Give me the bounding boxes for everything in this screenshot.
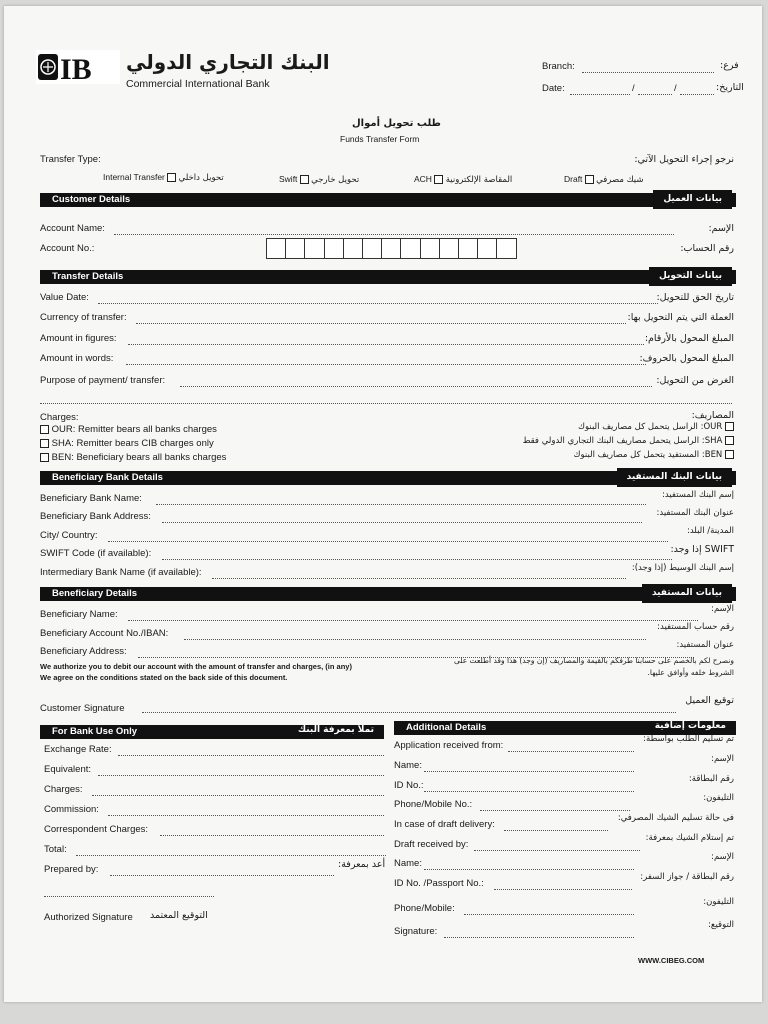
transfer-option-swift[interactable] <box>279 174 359 185</box>
option-label-ar: تحويل خارجي <box>311 175 360 185</box>
bank-use-field-input[interactable] <box>98 775 384 776</box>
additional-field-label: Signature: <box>394 926 438 937</box>
additional-field-input[interactable] <box>480 810 630 811</box>
bank-use-field-input[interactable] <box>110 875 334 876</box>
customer-signature-label: Customer Signature <box>40 703 125 714</box>
customer-details-header <box>40 193 736 207</box>
city-country-field[interactable] <box>108 541 668 542</box>
bank-use-field-input[interactable] <box>118 755 384 756</box>
branch-label-ar: فرع: <box>720 60 739 71</box>
bank-use-field-input[interactable] <box>108 815 384 816</box>
charges-option-label-ar: OUR: الراسل يتحمل كل مصاريف البنوك <box>578 422 723 432</box>
date-separator: / <box>674 83 677 94</box>
additional-field-input[interactable] <box>474 850 640 851</box>
currency-label: Currency of transfer: <box>40 312 127 323</box>
bank-use-field-input[interactable] <box>160 835 384 836</box>
our-checkbox-ar[interactable] <box>725 422 734 431</box>
section-title: Beneficiary Details <box>52 588 138 599</box>
account-name-label: Account Name: <box>40 223 105 234</box>
purpose-field[interactable] <box>180 386 652 387</box>
account-digit-box[interactable] <box>285 238 306 259</box>
bank-arabic-name: البنك التجاري الدولي <box>126 50 330 74</box>
transfer-type-label-ar: نرجو إجراء التحويل الآتي: <box>634 154 734 165</box>
additional-field-label-ar: رقم البطاقة: <box>688 774 734 784</box>
authorization-text-en-2: We agree on the conditions stated on the back side of this document. <box>40 673 288 682</box>
transfer-option-internal[interactable] <box>103 172 224 183</box>
charges-option-label: SHA: Remitter bears CIB charges only <box>51 438 214 449</box>
section-title: Additional Details <box>406 722 487 733</box>
beneficiary-bank-header <box>40 471 736 485</box>
option-label-ar: تحويل داخلي <box>178 173 224 183</box>
beneficiary-address-label: Beneficiary Address: <box>40 646 127 657</box>
bank-use-field-label: Charges: <box>44 784 83 795</box>
option-label-ar: شيك مصرفي <box>596 175 644 185</box>
section-title-ar: بيانات العميل <box>653 190 732 209</box>
currency-field[interactable] <box>136 323 626 324</box>
transfer-option-ach[interactable] <box>414 174 512 185</box>
bank-use-field-input[interactable] <box>76 855 386 856</box>
authorization-text-ar-2: الشروط خلفه وأوافق عليها. <box>647 668 734 677</box>
our-checkbox[interactable] <box>40 425 49 434</box>
amount-words-label: Amount in words: <box>40 353 114 364</box>
city-country-label: City/ Country: <box>40 530 98 541</box>
prepared-by-line-2[interactable] <box>44 896 214 897</box>
intermediary-bank-label-ar: إسم البنك الوسيط (إذا وجد): <box>631 563 734 573</box>
bank-name-field[interactable] <box>156 504 646 505</box>
branch-field[interactable] <box>582 72 714 73</box>
beneficiary-account-label-ar: رقم حساب المستفيد: <box>657 622 734 632</box>
account-digit-box[interactable] <box>324 238 345 259</box>
bank-use-header <box>40 725 384 739</box>
additional-field-label-ar: فى حالة تسليم الشيك المصرفي: <box>617 813 734 823</box>
account-digit-box[interactable] <box>477 238 498 259</box>
additional-details-header <box>394 721 736 735</box>
sha-checkbox-ar[interactable] <box>725 436 734 445</box>
section-title-ar: بيانات المستفيد <box>642 584 732 603</box>
account-digit-box[interactable] <box>439 238 460 259</box>
bank-use-field-label: Prepared by: <box>44 864 99 875</box>
account-digit-box[interactable] <box>458 238 479 259</box>
additional-field-input[interactable] <box>424 869 634 870</box>
additional-field-label: Phone/Mobile: <box>394 903 455 914</box>
bank-use-field-label: Commission: <box>44 804 99 815</box>
transfer-option-draft[interactable] <box>564 174 644 185</box>
city-country-label-ar: المدينة/ البلد: <box>686 526 734 536</box>
account-digit-box[interactable] <box>420 238 441 259</box>
authorized-signature-label-ar: التوقيع المعتمد <box>150 910 208 921</box>
additional-field-input[interactable] <box>508 751 634 752</box>
option-label-en: Swift <box>279 174 298 184</box>
customer-signature-field[interactable] <box>142 712 676 713</box>
funds-transfer-form <box>4 6 762 1002</box>
additional-field-label-ar: التليفون: <box>703 897 734 907</box>
section-title-ar: بيانات التحويل <box>649 267 732 286</box>
section-title: Transfer Details <box>52 271 124 282</box>
option-label-en: Internal Transfer <box>103 172 165 182</box>
section-title-ar: معلومات إضافية <box>654 721 726 731</box>
swift-code-label-ar: SWIFT إذا وجد: <box>670 544 734 555</box>
section-title: Customer Details <box>52 194 131 205</box>
purpose-label-ar: الغرض من التحويل: <box>656 375 734 386</box>
charges-label-ar: المصاريف: <box>691 410 734 421</box>
additional-field-label-ar: الإسم: <box>711 852 734 862</box>
account-digit-box[interactable] <box>304 238 325 259</box>
beneficiary-account-field[interactable] <box>184 639 646 640</box>
account-digit-box[interactable] <box>362 238 383 259</box>
swift-code-field[interactable] <box>162 559 672 560</box>
form-title-en: Funds Transfer Form <box>340 134 420 144</box>
additional-field-label: ID No. /Passport No.: <box>394 878 484 889</box>
account-digit-box[interactable] <box>381 238 402 259</box>
amount-figures-label: Amount in figures: <box>40 333 117 344</box>
charges-option-label-ar: BEN: المستفيد يتحمل كل مصاريف البنوك <box>573 450 723 460</box>
currency-label-ar: العملة التي يتم التحويل بها: <box>627 312 734 323</box>
authorization-text-ar-1: ونصرح لكم بالخصم على حسابنا طرفكم بالقيمة والمصاريف (إن وجد) هذا وقد أطلعت على <box>453 656 734 665</box>
additional-field-label: Phone/Mobile No.: <box>394 799 473 810</box>
charges-option-ben[interactable] <box>40 452 226 463</box>
value-date-field[interactable] <box>98 303 658 304</box>
account-name-label-ar: الإسم: <box>708 223 734 234</box>
cib-logo <box>36 50 120 84</box>
option-label-en: ACH <box>414 174 432 184</box>
amount-words-field[interactable] <box>126 364 646 365</box>
form-title-ar: طلب تحويل أموال <box>352 118 441 129</box>
charges-option-label-ar: SHA: الراسل يتحمل مصاريف البنك التجاري الدولي فقط <box>522 436 723 446</box>
date-label-ar: التاريخ: <box>716 82 744 93</box>
ben-checkbox[interactable] <box>40 453 49 462</box>
additional-field-input[interactable] <box>494 889 632 890</box>
additional-field-label: Draft received by: <box>394 839 469 850</box>
account-digit-box[interactable] <box>266 238 287 259</box>
draft-checkbox[interactable] <box>585 175 594 184</box>
transfer-type-label: Transfer Type: <box>40 154 101 165</box>
transfer-details-header <box>40 270 736 284</box>
account-digit-box[interactable] <box>496 238 517 259</box>
customer-signature-label-ar: توقيع العميل <box>685 695 734 706</box>
value-date-label: Value Date: <box>40 292 89 303</box>
bank-use-field-label: Equivalent: <box>44 764 92 775</box>
authorized-signature-label: Authorized Signature <box>44 912 133 923</box>
bank-name-label-ar: إسم البنك المستفيد: <box>662 490 734 500</box>
date-year-field[interactable] <box>680 94 714 95</box>
bank-address-label-ar: عنوان البنك المستفيد: <box>656 508 734 518</box>
purpose-label: Purpose of payment/ transfer: <box>40 375 166 386</box>
website: WWW.CIBEG.COM <box>638 956 705 965</box>
account-digit-box[interactable] <box>343 238 364 259</box>
additional-field-input[interactable] <box>444 937 634 938</box>
account-name-field[interactable] <box>114 234 674 235</box>
additional-field-label: In case of draft delivery: <box>394 819 495 830</box>
option-label-en: Draft <box>564 174 583 184</box>
additional-field-label: Application received from: <box>394 740 504 751</box>
charges-option-our[interactable] <box>40 424 217 435</box>
beneficiary-name-label: Beneficiary Name: <box>40 609 118 620</box>
additional-field-label-ar: التليفون: <box>703 793 734 803</box>
additional-field-label-ar: تم تسليم الطلب بواسطة: <box>643 734 734 744</box>
swift-checkbox[interactable] <box>300 175 309 184</box>
date-month-field[interactable] <box>638 94 672 95</box>
bank-use-field-label: Correspondent Charges: <box>44 824 149 835</box>
swift-code-label: SWIFT Code (if available): <box>40 548 152 559</box>
purpose-field-line-2[interactable] <box>40 403 732 404</box>
charges-option-ben-ar[interactable] <box>574 450 735 460</box>
additional-field-label: Name: <box>394 760 422 771</box>
bank-english-name: Commercial International Bank <box>126 78 270 90</box>
amount-figures-field[interactable] <box>128 344 644 345</box>
section-title: For Bank Use Only <box>52 726 137 737</box>
additional-field-label-ar: الإسم: <box>711 754 734 764</box>
date-separator: / <box>632 83 635 94</box>
amount-words-label-ar: المبلغ المحول بالحروف: <box>639 353 734 364</box>
bank-name-label: Beneficiary Bank Name: <box>40 493 142 504</box>
amount-figures-label-ar: المبلغ المحول بالأرقام: <box>644 333 734 344</box>
ben-checkbox-ar[interactable] <box>725 450 734 459</box>
additional-field-input[interactable] <box>424 771 634 772</box>
bank-address-field[interactable] <box>162 522 642 523</box>
additional-field-input[interactable] <box>424 791 634 792</box>
additional-field-label-ar: التوقيع: <box>708 920 734 930</box>
beneficiary-details-header <box>40 587 736 601</box>
account-no-label: Account No.: <box>40 243 95 254</box>
charges-option-sha-ar[interactable] <box>523 436 734 446</box>
additional-field-label-ar: تم إستلام الشيك بمعرفة: <box>645 833 734 843</box>
section-title: Beneficiary Bank Details <box>52 472 163 483</box>
additional-field-label-ar: رقم البطاقة / جواز السفر: <box>640 872 734 882</box>
authorization-text-en-1: We authorize you to debit our account with the amount of transfer and charges, (in any) <box>40 662 352 671</box>
beneficiary-address-label-ar: عنوان المستفيد: <box>676 640 734 650</box>
date-label: Date: <box>542 83 565 94</box>
additional-field-input[interactable] <box>464 914 634 915</box>
bank-use-field-input[interactable] <box>92 795 384 796</box>
intermediary-bank-field[interactable] <box>212 578 626 579</box>
ach-checkbox[interactable] <box>434 175 443 184</box>
value-date-label-ar: تاريخ الحق للتحويل: <box>656 292 734 303</box>
branch-label: Branch: <box>542 61 575 72</box>
additional-field-input[interactable] <box>504 830 608 831</box>
intermediary-bank-label: Intermediary Bank Name (if available): <box>40 567 202 578</box>
section-title-ar: تملأ بمعرفة البنك <box>297 725 374 735</box>
option-label-ar: المقاصة الإلكترونية <box>445 175 513 185</box>
additional-field-label: ID No.: <box>394 780 424 791</box>
prepared-by-label-ar: أعد بمعرفة: <box>338 859 386 870</box>
svg-text:IB: IB <box>60 53 92 84</box>
charges-label: Charges: <box>40 412 79 423</box>
internal-checkbox[interactable] <box>167 173 176 182</box>
beneficiary-account-label: Beneficiary Account No./IBAN: <box>40 628 169 639</box>
account-no-label-ar: رقم الحساب: <box>680 243 734 254</box>
bank-use-field-label: Exchange Rate: <box>44 744 112 755</box>
bank-address-label: Beneficiary Bank Address: <box>40 511 151 522</box>
additional-field-label: Name: <box>394 858 422 869</box>
date-day-field[interactable] <box>570 94 630 95</box>
beneficiary-name-field[interactable] <box>128 620 698 621</box>
charges-option-sha[interactable] <box>40 438 214 449</box>
beneficiary-name-label-ar: الإسم: <box>711 604 734 614</box>
section-title-ar: بيانات البنك المستفيد <box>617 468 732 487</box>
account-digit-box[interactable] <box>400 238 421 259</box>
bank-use-field-label: Total: <box>44 844 67 855</box>
sha-checkbox[interactable] <box>40 439 49 448</box>
charges-option-label: OUR: Remitter bears all banks charges <box>51 424 217 435</box>
charges-option-our-ar[interactable] <box>578 422 734 432</box>
charges-option-label: BEN: Beneficiary bears all banks charges <box>51 452 227 463</box>
cib-logo-icon <box>36 50 120 84</box>
